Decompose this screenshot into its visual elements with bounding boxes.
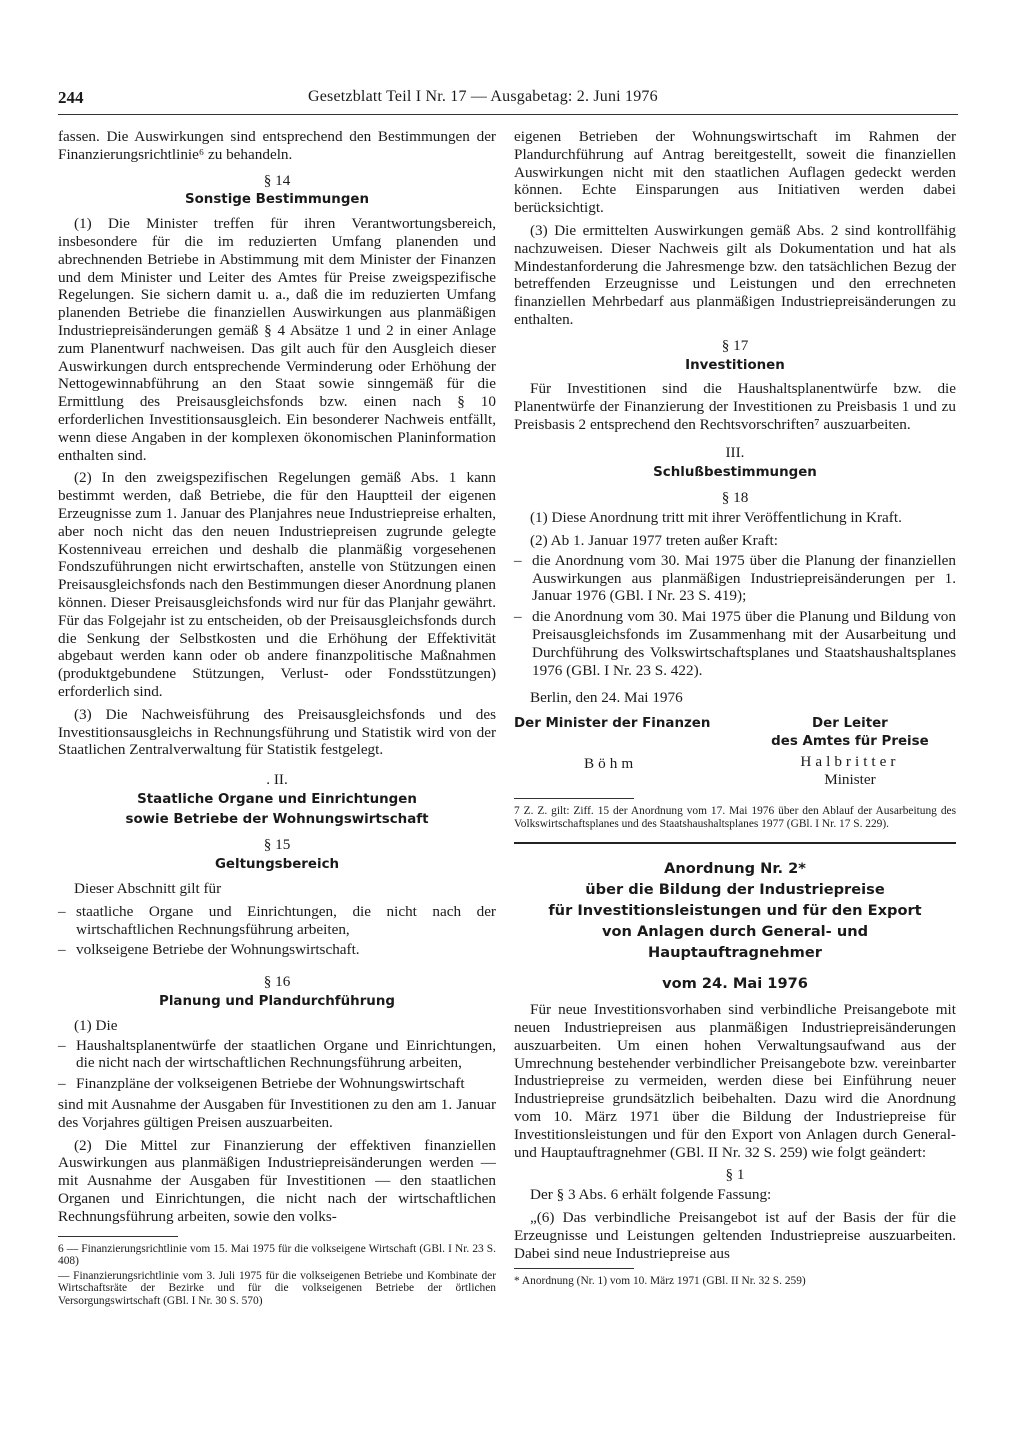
signatory-name: Halbritter — [800, 752, 900, 770]
paragraph: (3) Die Nachweisführung des Preisausgleichsfonds und des Investitionsausgleichs in Rechnungsführung und Statistik wird von der Staatlichen Zentralverwaltung für Statistik festgelegt. — [58, 705, 496, 759]
ordinance-title-line: Anordnung Nr. 2* — [664, 860, 806, 878]
footnote: * Anordnung (Nr. 1) vom 10. März 1971 (GBl. II Nr. 32 S. 259) — [514, 1275, 806, 1288]
list-item: – volkseigene Betriebe der Wohnungswirtschaft. — [58, 941, 360, 959]
ordinance-title-line: für Investitionsleistungen und für den Export — [548, 902, 922, 920]
section-title: Planung und Plandurchführung — [159, 994, 395, 1010]
gazette-header-title: Gesetzblatt Teil I Nr. 17 — Ausgabetag: 2. Juni 1976 — [308, 88, 658, 105]
page-header — [58, 88, 958, 115]
section-number: § 16 — [263, 973, 291, 991]
section-number: § 1 — [725, 1166, 745, 1184]
signatory-title: Minister — [824, 770, 876, 788]
paragraph: eigenen Betrieben der Wohnungswirtschaft im Rahmen der Plandurchführung auf Antrag bereitgestellt, soweit die finanziellen Auswirkungen nicht mit den staatlichen Auflagen gedeckt werden können. Echte Einsparungen aus Initiativen werden dabei berücksichtigt. — [514, 128, 956, 217]
section-number: § 18 — [721, 489, 749, 507]
paragraph: (1) Die Minister treffen für ihren Verantwortungsbereich, insbesondere für die im reduzierten Umfang planenden und abrechnenden Betriebe in Abstimmung mit dem Minister der Finanzen und dem Minister und Leiter des Amtes für Preise zweigspezifische Regelungen. Sie sichern damit u. a., daß die im reduzierten Umfang planenden Betriebe die finanziellen Auswirkungen aus planmäßigen Industriepreisänderungen gemäß § 4 Absätze 1 und 2 in einer Anlage zum Planentwurf nachweisen. Das gilt auch für den Ausgleich dieser Auswirkungen durch entsprechende Verminderung oder Erhöhung der Nettogewinnabführung an den Staat sowie sinngemäß für die Ermittlung des Preisausgleichsfonds bzw. einen nach § 10 erforderlichen Investitionsausgleich. Ein besonderer Nachweis entfällt, wenn diese Angaben in der komplexen ökonomischen Planinformation enthalten sind. — [58, 215, 496, 464]
chapter-title: Schlußbestimmungen — [653, 464, 817, 480]
paragraph: Dieser Abschnitt gilt für — [74, 880, 222, 898]
ordinance-date: vom 24. Mai 1976 — [662, 975, 808, 993]
place-date: Berlin, den 24. Mai 1976 — [530, 689, 683, 707]
signatory-role: Der Minister der Finanzen — [514, 716, 711, 732]
page-number: 244 — [58, 88, 84, 107]
footnote: 7 Z. Z. gilt: Ziff. 15 der Anordnung vom 17. Mai 1976 über den Ablauf der Ausarbeitung des Volkswirtschaftsplanes und des Staatshaushaltsplanes 1977 (GBl. I Nr. 17 S. 229). — [514, 805, 956, 830]
paragraph: (1) Die — [74, 1016, 118, 1034]
paragraph: Für neue Investitionsvorhaben sind verbindliche Preisangebote mit neuen Industriepreisen aus planmäßigen Industriepreisänderungen auszuarbeiten. Um einen hohen Verwaltungsaufwand aus der Umrechnung bestehender verbindlicher Preisangebote bzw. vereinbarter Industriepreise zu vermeiden, werden diese bei Einführung neuer Industriepreise grundsätzlich beibehalten. Dazu wird die Anordnung vom 10. März 1971 über die Bildung der Industriepreise für Investitionsleistungen und für den Export von Anlagen durch General- und Hauptauftragnehmer (GBl. II Nr. 32 S. 259) wie folgt geändert: — [514, 1001, 956, 1161]
paragraph: fassen. Die Auswirkungen sind entsprechend den Bestimmungen der Finanzierungsrichtlinie⁶ zu behandeln. — [58, 128, 496, 163]
chapter-number: III. — [725, 443, 745, 461]
list-item: – staatliche Organe und Einrichtungen, die nicht nach der wirtschaftlichen Rechnungsführung arbeiten, — [58, 902, 496, 938]
ordinance-title-line: über die Bildung der Industriepreise — [585, 881, 885, 899]
paragraph: (2) Ab 1. Januar 1977 treten außer Kraft: — [530, 531, 778, 549]
section-title: Geltungsbereich — [214, 857, 340, 873]
list-item: – Haushaltsplanentwürfe der staatlichen Organe und Einrichtungen, die nicht nach der wirtschaftlichen Rechnungsführung arbeiten, — [58, 1036, 496, 1072]
footnote-separator — [58, 1236, 178, 1237]
chapter-number: . II. — [266, 771, 288, 789]
paragraph: sind mit Ausnahme der Ausgaben für Investitionen zu den am 1. Januar des Vorjahres gültigen Preisen auszuarbeiten. — [58, 1096, 496, 1131]
section-number: § 17 — [721, 336, 749, 354]
signatory-role: des Amtes für Preise — [771, 733, 929, 749]
paragraph: „(6) Das verbindliche Preisangebot ist auf der Basis der für die Erzeugnisse und Leistungen geltenden Industriepreise auszuarbeiten. Dabei sind neue Industriepreise aus — [514, 1209, 956, 1262]
right-column — [514, 128, 956, 1288]
signature-left — [514, 715, 726, 788]
footnote: — Finanzierungsrichtlinie vom 3. Juli 1975 für die volkseigenen Betriebe und Kombinate der Wirtschaftsräte der Bezirke und für die volkseigenen Betriebe der örtlichen Versorgungswirtschaft (GBl. I Nr. 30 S. 570) — [58, 1269, 496, 1307]
section-number: § 14 — [263, 171, 291, 189]
list-item: – die Anordnung vom 30. Mai 1975 über die Planung und Bildung von Preisausgleichsfonds im Zusammenhang mit der Ausarbeitung und Durchführung des Volkswirtschaftsplanes und Staatshaushaltsplanes 1976 (GBl. I Nr. 23 S. 422). — [514, 608, 956, 679]
footnote-separator — [514, 798, 634, 799]
section-title: Investitionen — [685, 357, 785, 373]
signature-block — [514, 715, 956, 788]
chapter-title-line: sowie Betriebe der Wohnungswirtschaft — [125, 811, 429, 827]
signatory-name: Böhm — [584, 754, 638, 772]
section-rule — [514, 842, 956, 844]
paragraph: (1) Diese Anordnung tritt mit ihrer Veröffentlichung in Kraft. — [530, 509, 902, 527]
footnote: 6 — Finanzierungsrichtlinie vom 15. Mai 1975 für die volkseigene Wirtschaft (GBl. I Nr. 23 S. 408) — [58, 1242, 496, 1268]
section-number: § 15 — [263, 836, 291, 854]
section-title: Sonstige Bestimmungen — [184, 192, 370, 208]
paragraph: (2) In den zweigspezifischen Regelungen gemäß Abs. 1 kann bestimmt werden, daß Betriebe, die für den Hauptteil der eigenen Erzeugnisse zum 1. Januar des Planjahres neue Industriepreise erhalten, aber noch nicht das den neuen Industriepreisen zugrunde gelegte Kostenniveau erreichen und deshalb die planmäßig vorgesehenen Fondszuführungen nicht erwirtschaften, anstelle von Stützungen einen Preisausgleichsfonds nach den Bestimmungen dieser Anordnung planen können. Dieser Preisausgleichsfonds wird nur für das Planjahr gewährt. Für das Folgejahr ist zu entscheiden, ob der Preisausgleichsfonds durch die Senkung der Selbstkosten und die Erhöhung der Effektivität abgebaut werden kann oder ob andere finanzpolitische Maßnahmen (produktgebundene Stützungen, Verlust- oder Fondsstützungen) erforderlich sind. — [58, 469, 496, 700]
list-item: – Finanzpläne der volkseigenen Betriebe der Wohnungswirtschaft — [58, 1075, 465, 1093]
list-item: – die Anordnung vom 30. Mai 1975 über die Planung der finanziellen Auswirkungen aus planmäßigen Industriepreisänderungen per 1. Januar 1976 (GBl. I Nr. 23 S. 419); — [514, 551, 956, 605]
signatory-role: Der Leiter — [812, 716, 888, 732]
paragraph: Für Investitionen sind die Haushaltsplanentwürfe bzw. die Planentwürfe der Finanzierung der Investitionen zu Preisbasis 1 und zu Preisbasis 2 entsprechend den Rechtsvorschriften⁷ auszuarbeiten. — [514, 380, 956, 433]
left-column — [58, 128, 496, 1308]
paragraph: (3) Die ermittelten Auswirkungen gemäß Abs. 2 sind kontrollfähig nachzuweisen. Dieser Nachweis gilt als Dokumentation und hat als Mindestanforderung die Jahresmenge bzw. den tatsächlichen Bezug der betreffenden Erzeugnisse und Leistungen und den errechneten finanziellen Mehrbedarf aus planmäßigen Industriepreisänderungen zu enthalten. — [514, 221, 956, 328]
chapter-title-line: Staatliche Organe und Einrichtungen — [137, 791, 417, 807]
footnote-separator — [514, 1268, 634, 1269]
signature-right — [744, 715, 956, 788]
ordinance-title-line: von Anlagen durch General- und Hauptauftragnehmer — [601, 923, 869, 962]
paragraph: (2) Die Mittel zur Finanzierung der effektiven finanziellen Auswirkungen aus planmäßigen Industriepreisänderungen werden — mit Ausnahme der Ausgaben für Investitionen — den staatlichen Organen und Einrichtungen, die nicht nach der wirtschaftlichen Rechnungsführung arbeiten, sowie den volks- — [58, 1136, 496, 1225]
paragraph: Der § 3 Abs. 6 erhält folgende Fassung: — [530, 1186, 772, 1204]
